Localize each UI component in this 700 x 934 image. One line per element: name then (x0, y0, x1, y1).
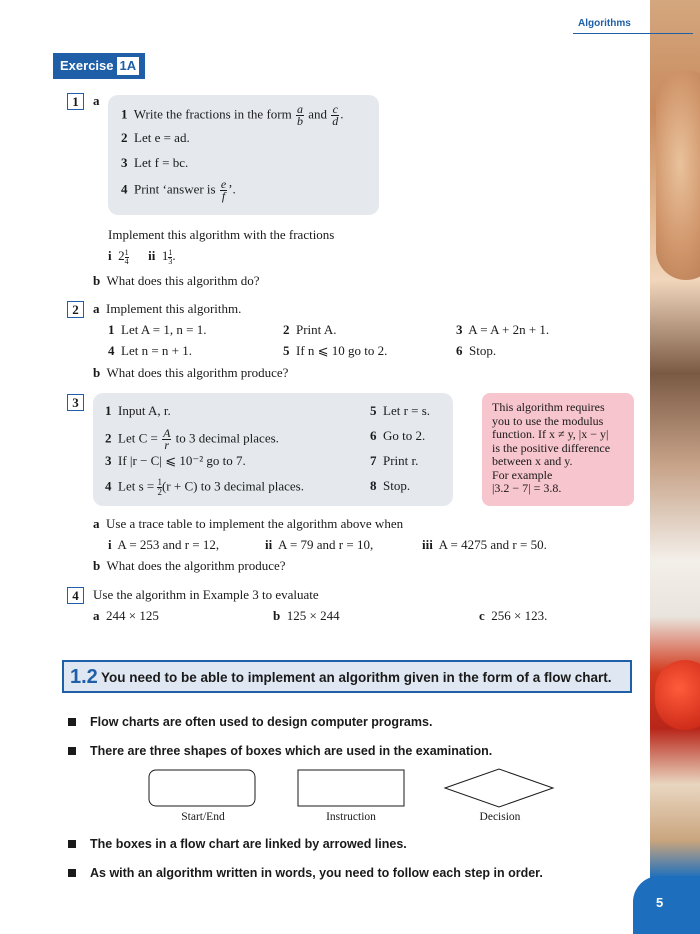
bullet-text: Flow charts are often used to design computer programs. (90, 715, 433, 729)
q4-part-b: b 125 × 244 (273, 608, 340, 623)
q3-case-ii: ii A = 79 and r = 10, (265, 537, 374, 552)
question-number: 1 (67, 93, 84, 110)
bullet-icon (68, 840, 76, 848)
question-number: 4 (67, 587, 84, 604)
q3-step: 5 Let r = s. (370, 403, 431, 418)
bullet-icon (68, 718, 76, 726)
decision-shape (445, 769, 553, 807)
page-number-tab (633, 876, 700, 934)
flowchart-shapes (140, 765, 570, 815)
q1-part-b: b What does this algorithm do? (93, 273, 260, 288)
q3-step: 2 Let C = $\frac{A}{r}$ to 3 decimal places. (105, 426, 279, 452)
q2-step: 6 Stop. (456, 343, 497, 358)
part-label: a (93, 93, 100, 108)
decision-caption: Decision (479, 811, 521, 823)
question-number: 2 (67, 301, 84, 318)
bullet-text: There are three shapes of boxes which are used in the examination. (90, 744, 493, 758)
q2-part-a: a Implement this algorithm. (93, 301, 242, 316)
q3-step: 6 Go to 2. (370, 428, 426, 443)
chef-face-image (656, 70, 700, 280)
bullet-icon (68, 869, 76, 877)
instruction-caption: Instruction (326, 811, 376, 823)
q3-step: 4 Let s = $\frac{1}{2}(r + C)$ to 3 decimal places. (105, 477, 304, 497)
page-number: 5 (656, 895, 664, 910)
section-title: You need to be able to implement an algorithm given in the form of a flow chart. (101, 670, 612, 685)
exercise-word: Exercise (60, 58, 114, 73)
q2-step: 4 Let n = n + 1. (108, 343, 192, 358)
start-end-shape (149, 770, 255, 806)
q3-step: 3 If |r − C| ⩽ 10⁻² go to 7. (105, 453, 246, 468)
q1-implement-text: Implement this algorithm with the fractions (108, 227, 335, 242)
side-photo (650, 0, 700, 934)
question-number: 3 (67, 394, 84, 411)
bullet-text: The boxes in a flow chart are linked by arrowed lines. (90, 837, 407, 851)
q2-step: 5 If n ⩽ 10 go to 2. (283, 343, 388, 358)
header-rule (573, 33, 693, 34)
q3-step: 1 Input A, r. (105, 403, 171, 418)
q4-text: Use the algorithm in Example 3 to evaluate (93, 587, 319, 602)
bullet-text: As with an algorithm written in words, you need to follow each step in order. (90, 866, 543, 880)
q3-step: 8 Stop. (370, 478, 411, 493)
exercise-tag: 1A (117, 57, 140, 75)
q1-step-1: 1 Write the fractions in the form $\frac{a}{b}$ and $\frac{c}{d}$ . (121, 102, 344, 128)
section-heading (62, 660, 632, 693)
q1-step-3: 3 Let f = bc. (121, 155, 189, 170)
red-pepper-image (655, 660, 700, 730)
q1-step-2: 2 Let e = ad. (121, 130, 190, 145)
q2-part-b: b What does this algorithm produce? (93, 365, 289, 380)
exercise-label (53, 53, 145, 79)
q4-part-c: c 256 × 123. (479, 608, 548, 623)
q3-step: 7 Print r. (370, 453, 419, 468)
q1-step-4: 4 Print ‘answer is $\frac{e}{f}$ ’. (121, 177, 236, 203)
chapter-title: Algorithms (578, 18, 631, 29)
q2-step: 1 Let A = 1, n = 1. (108, 322, 207, 337)
q2-step: 3 A = A + 2n + 1. (456, 322, 550, 337)
instruction-shape (298, 770, 404, 806)
q3-case-iii: iii A = 4275 and r = 50. (422, 537, 547, 552)
q2-step: 2 Print A. (283, 322, 337, 337)
start-end-caption: Start/End (181, 811, 225, 823)
modulus-note: This algorithm requires you to use the modulus function. If x ≠ y, |x − y| is the positive difference between x and y. For example |3.2 − 7| = 3.8. (482, 393, 634, 506)
bullet-icon (68, 747, 76, 755)
section-number: 1.2 (70, 666, 98, 688)
q1-fractions: i 2 $\frac{1}{4}$ ii 1 $\frac{1}{3}$. (108, 247, 176, 266)
q3-case-i: i A = 253 and r = 12, (108, 537, 220, 552)
q3-part-b: b What does the algorithm produce? (93, 558, 286, 573)
q4-part-a: a 244 × 125 (93, 608, 159, 623)
q3-part-a: a Use a trace table to implement the algorithm above when (93, 516, 404, 531)
